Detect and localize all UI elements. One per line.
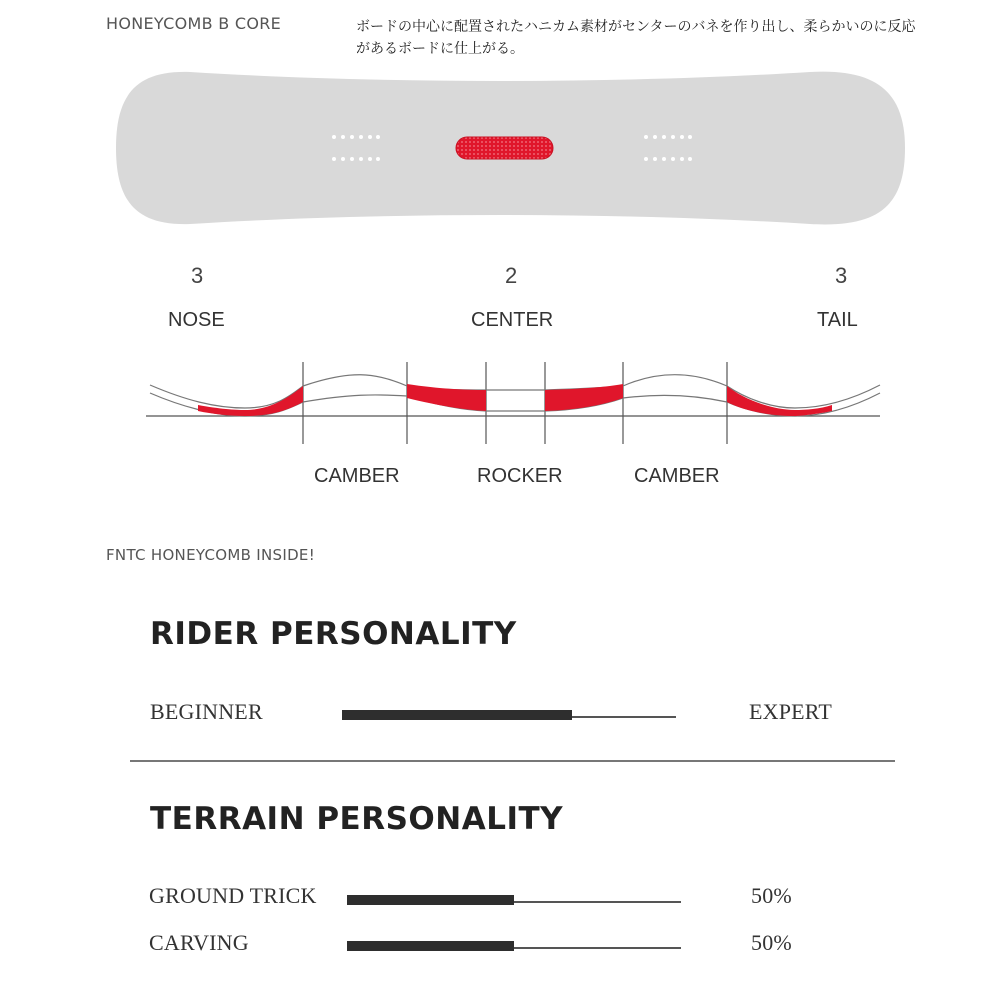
core-description: ボードの中心に配置されたハニカム素材がセンターのバネを作り出し、柔らかいのに反応があるボードに仕上がる。 xyxy=(356,19,916,57)
rider-personality-heading: RIDER PERSONALITY xyxy=(150,616,517,652)
tail-label: TAIL xyxy=(817,309,858,331)
rider-scale-fill xyxy=(342,710,572,720)
profile-zone-camber-right: CAMBER xyxy=(634,465,720,487)
profile-diagram xyxy=(146,362,880,444)
rider-beginner-label: BEGINNER xyxy=(150,699,263,724)
rider-expert-label: EXPERT xyxy=(749,699,832,724)
ground-trick-value: 50% xyxy=(751,883,792,908)
center-flex-value: 2 xyxy=(505,263,518,288)
ground-trick-fill xyxy=(347,895,514,905)
carving-label: CARVING xyxy=(149,930,249,955)
nose-flex-value: 3 xyxy=(191,263,204,288)
profile-red-tail xyxy=(727,386,832,416)
profile-red-nose xyxy=(198,386,303,416)
center-label: CENTER xyxy=(471,309,554,331)
carving-fill xyxy=(347,941,514,951)
ground-trick-label: GROUND TRICK xyxy=(149,883,317,908)
nose-label: NOSE xyxy=(168,309,225,331)
tail-flex-value: 3 xyxy=(835,263,848,288)
honeycomb-core xyxy=(456,137,553,159)
section-divider xyxy=(130,760,895,762)
profile-zone-rocker: ROCKER xyxy=(477,465,563,487)
terrain-personality-heading: TERRAIN PERSONALITY xyxy=(150,801,564,837)
core-title: HONEYCOMB B CORE xyxy=(106,14,282,33)
profile-zone-camber-left: CAMBER xyxy=(314,465,400,487)
profile-red-center-left xyxy=(407,384,486,411)
carving-value: 50% xyxy=(751,930,792,955)
fntc-note: FNTC HONEYCOMB INSIDE! xyxy=(106,546,316,564)
